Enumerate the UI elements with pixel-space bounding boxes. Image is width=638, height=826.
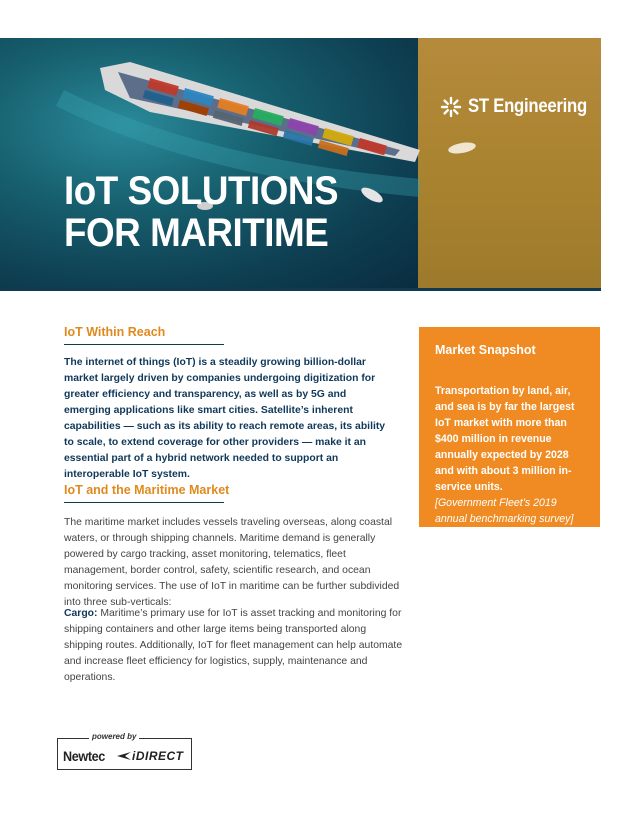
section-rule: [64, 502, 224, 503]
snapshot-title: Market Snapshot: [435, 343, 536, 357]
swoosh-icon: [116, 751, 132, 761]
brand-name: ST Engineering: [468, 96, 587, 117]
star-burst-icon: [440, 96, 462, 118]
snapshot-source-note: [Government Fleet’s 2019 annual benchmarking survey]: [435, 497, 574, 525]
title-line-1: IoT SOLUTIONS: [64, 169, 339, 213]
section-heading-maritime-market: IoT and the Maritime Market: [64, 483, 230, 497]
idirect-wordmark: iDIRECT: [132, 749, 184, 763]
hero-divider: [0, 288, 601, 291]
snapshot-text: Transportation by land, air, and sea is by far the largest IoT market with more than $400 million in revenue annually expected by 2028 and with about 3 million in-service units.: [435, 385, 575, 493]
section-rule: [64, 344, 224, 345]
cargo-paragraph: [64, 606, 404, 686]
maritime-paragraph: The maritime market includes vessels traveling overseas, along coastal waters, or through shipping channels. Maritime demand is generally powered by cargo tracking, asset monitoring, telematics, fleet management, border control, safety, scientific research, and ocean monitoring services. The use of IoT in maritime can be further subdivided into three sub-verticals:: [64, 517, 400, 608]
market-snapshot-box: [419, 327, 600, 527]
st-engineering-logo: [440, 96, 601, 118]
intro-paragraph: The internet of things (IoT) is a steadily growing billion-dollar market largely driven by companies undergoing digitization for greater efficiency and transparency, as well as by 5G and emerging applications like smart cities. Satellite’s inherent capabilities — such as its ability to reach remote areas, its ability to scale, to extend coverage for other providers — make it an essential part of a hybrid network needed to support an interoperable IoT system.: [64, 357, 386, 480]
newtec-wordmark: Newtec: [63, 748, 105, 764]
cargo-text: Maritime’s primary use for IoT is asset tracking and monitoring for shipping containers and other large items being transported along shipping routes. Additionally, IoT for fleet management can help automate and increase fleet efficiency for logistics, supply, maintenance and operations.: [64, 608, 403, 683]
cargo-label: Cargo:: [64, 608, 98, 619]
snapshot-body: [435, 383, 584, 527]
title-line-2: FOR MARITIME: [64, 211, 329, 255]
section-heading-iot-within-reach: IoT Within Reach: [64, 325, 166, 339]
powered-by-label: powered by: [89, 732, 139, 741]
powered-by-logo: [57, 732, 192, 770]
page-title: [64, 170, 338, 254]
